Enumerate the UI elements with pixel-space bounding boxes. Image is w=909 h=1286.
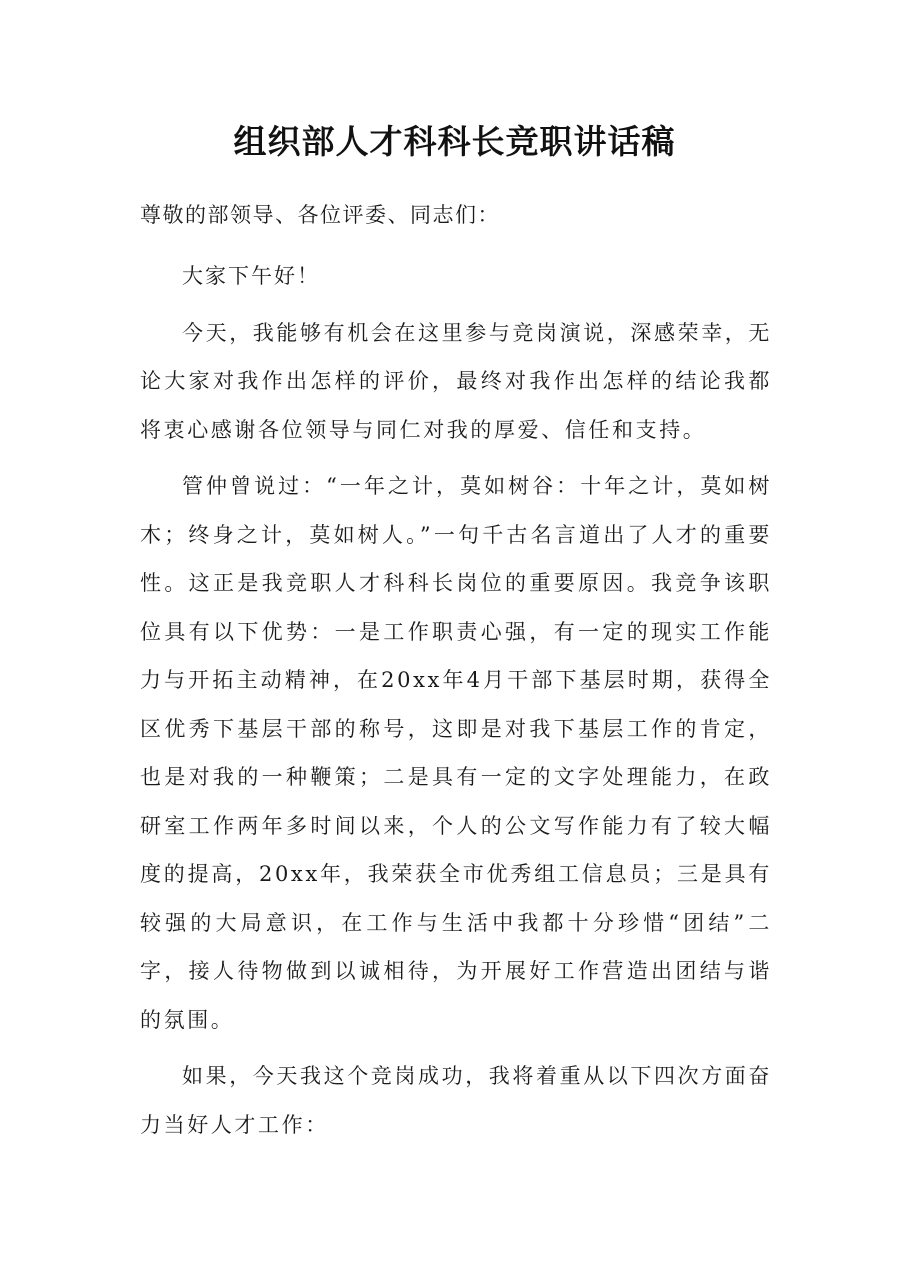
greeting-paragraph: 大家下午好！ xyxy=(182,264,320,288)
salutation: 尊敬的部领导、各位评委、同志们： xyxy=(140,203,500,227)
body-paragraph: 管仲曾说过：“一年之计，莫如树谷：十年之计，莫如树木；终身之计，莫如树人。”一句千古名言道出了人才的重要性。这正是我竞职人才科科长岗位的重要原因。我竞争该职位具有以下优势：一是工作职责心强，有一定的现实工作能力与开拓主动精神，在20xx年4月干部下基层时期，获得全区优秀下基层干部的称号，这即是对我下基层工作的肯定，也是对我的一种鞭策；二是具有一定的文字处理能力，在政研室工作两年多时间以来，个人的公文写作能力有了较大幅度的提高，20xx年，我荣获全市优秀组工信息员；三是具有较强的大局意识，在工作与生活中我都十分珍惜“团结”二字，接人待物做到以诚相待，为开展好工作营造出团结与谐的氛围。 xyxy=(140,474,772,1032)
document-title: 组织部人才科科长竞职讲话稿 xyxy=(233,122,676,161)
body-paragraph: 今天，我能够有机会在这里参与竞岗演说，深感荣幸，无论大家对我作出怎样的评价，最终对我作出怎样的结论我都将衷心感谢各位领导与同仁对我的厚爱、信任和支持。 xyxy=(140,320,772,442)
body-paragraph: 如果，今天我这个竞岗成功，我将着重从以下四次方面奋力当好人才工作： xyxy=(140,1064,772,1137)
document-body xyxy=(140,194,772,1157)
